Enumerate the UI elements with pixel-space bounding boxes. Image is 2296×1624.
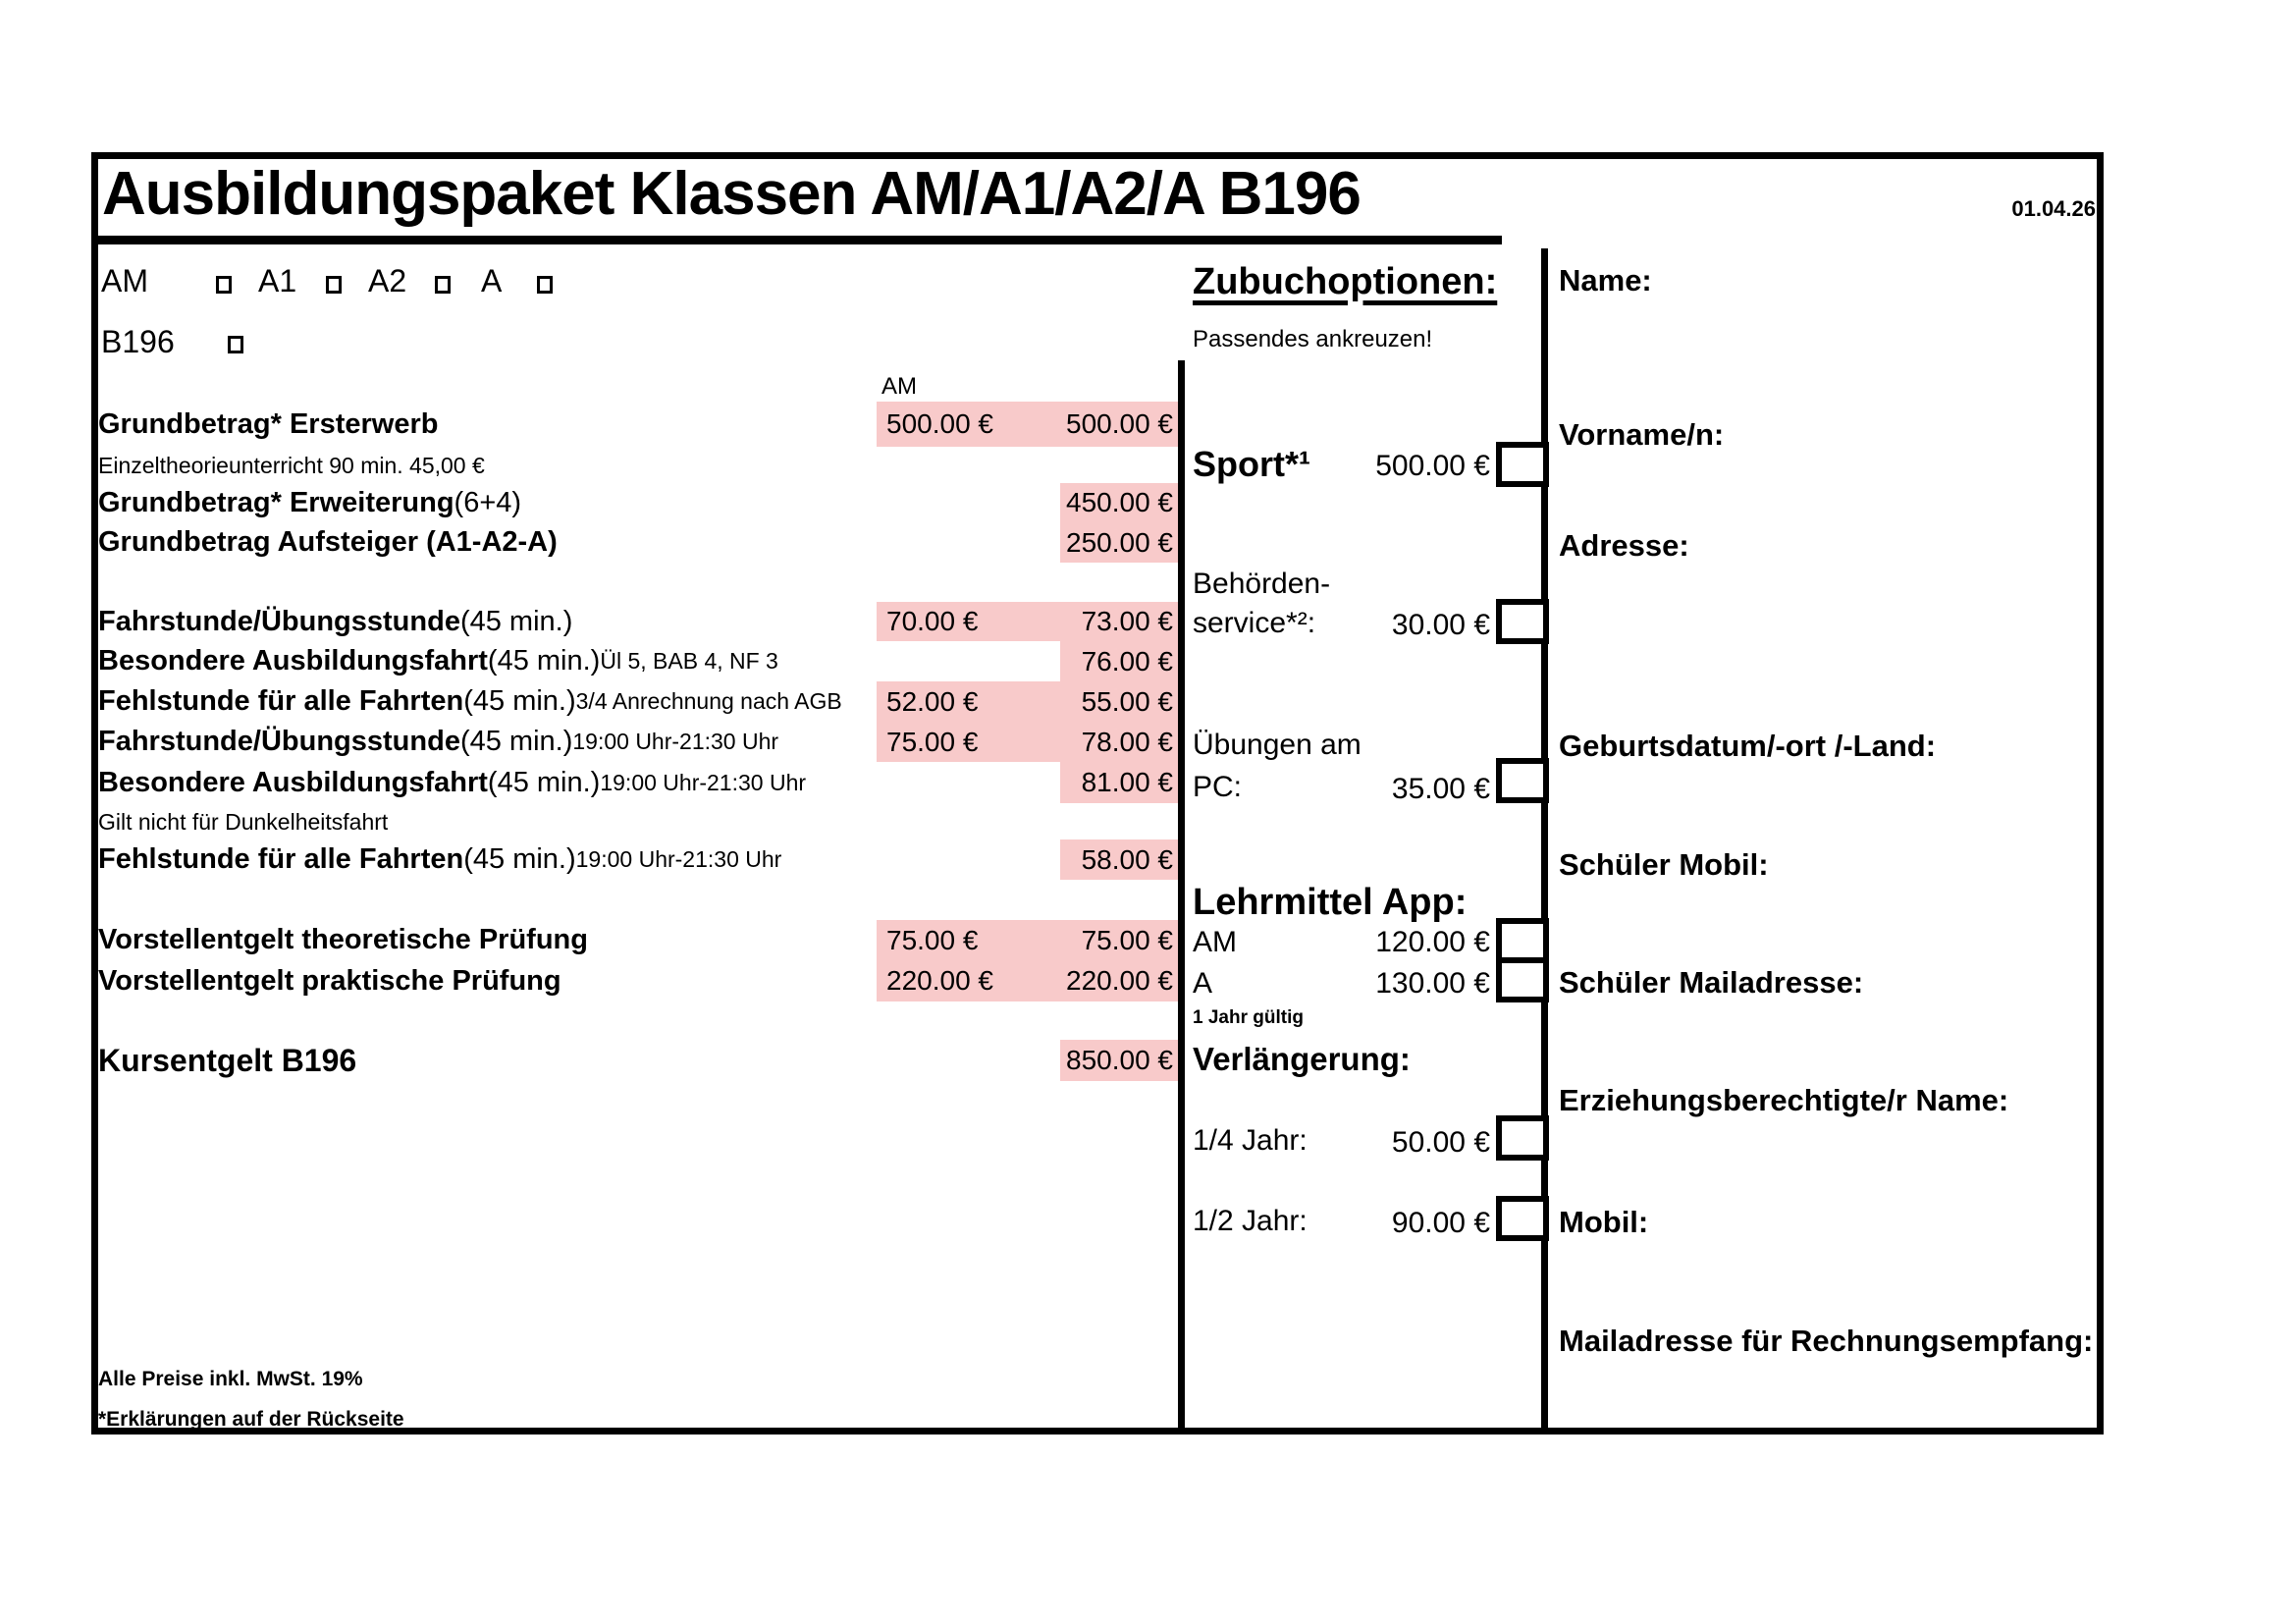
row-label: Grundbetrag* Erweiterung <box>98 486 454 518</box>
footer-vat-note: Alle Preise inkl. MwSt. 19% <box>98 1368 363 1390</box>
field-adresse: Adresse: <box>1559 528 1689 563</box>
field-schueler-mail: Schüler Mailadresse: <box>1559 965 1864 1000</box>
row-label: Vorstellentgelt theoretische Prüfung <box>98 924 588 955</box>
zubuchoptionen-title: Zubuchoptionen: <box>1193 261 1498 302</box>
class-am-label: AM <box>101 263 148 298</box>
price-cell: 52.00 € <box>877 681 1060 722</box>
sport-price: 500.00 € <box>1375 450 1490 482</box>
class-a1-checkbox[interactable] <box>326 276 342 294</box>
field-geburtsdatum: Geburtsdatum/-ort /-Land: <box>1559 729 1937 763</box>
behoerdenservice-checkbox[interactable] <box>1496 599 1549 644</box>
row-label: Fehlstunde für alle Fahrten <box>98 843 464 875</box>
row-label: Grundbetrag* Ersterwerb <box>98 407 439 440</box>
row-label: Vorstellentgelt praktische Prüfung <box>98 964 561 997</box>
column-header-am: AM <box>881 373 917 400</box>
price-cell: 75.00 € <box>877 722 1060 762</box>
row-label: Besondere Ausbildungsfahrt <box>98 766 488 798</box>
uebungen-pc-label-line1: Übungen am <box>1193 729 1362 761</box>
price-cell: 75.00 € <box>877 920 1060 960</box>
lehrmittel-a-label: A <box>1193 967 1213 1000</box>
divider-left <box>1178 360 1185 1428</box>
quarter-year-checkbox[interactable] <box>1496 1115 1549 1161</box>
field-name: Name: <box>1559 263 1652 298</box>
divider-right <box>1541 248 1548 1428</box>
price-cell: 450.00 € <box>1060 483 1181 522</box>
row-label: Fahrstunde/Übungsstunde <box>98 726 460 757</box>
note-row <box>0 807 2296 837</box>
price-row <box>0 402 2296 447</box>
price-cell: 81.00 € <box>1060 762 1181 803</box>
version-date: 01.04.26 <box>2011 196 2096 221</box>
class-a-label: A <box>481 263 503 298</box>
class-a2-checkbox[interactable] <box>435 276 451 294</box>
price-row: Fehlstunde für alle Fahrten (45 min.) 3/4 Anrechnung nach AGB 52.00 € 55.00 € <box>0 681 2296 722</box>
price-cell: 500.00 € <box>877 402 1060 447</box>
class-a1-label: A1 <box>258 263 297 298</box>
zubuchoptionen-subtitle: Passendes ankreuzen! <box>1193 326 1433 352</box>
field-schueler-mobil: Schüler Mobil: <box>1559 847 1769 882</box>
sport-checkbox[interactable] <box>1496 442 1549 487</box>
field-vorname: Vorname/n: <box>1559 417 1725 452</box>
price-cell: 850.00 € <box>1060 1040 1181 1081</box>
price-cell: 75.00 € <box>1060 920 1181 960</box>
price-row: Besondere Ausbildungsfahrt (45 min.) Ül 5, BAB 4, NF 3 76.00 € <box>0 641 2296 681</box>
half-year-label: 1/2 Jahr: <box>1193 1205 1308 1237</box>
behoerdenservice-price: 30.00 € <box>1391 609 1490 641</box>
price-cell: 76.00 € <box>1060 641 1181 681</box>
uebungen-pc-label-line2: PC: <box>1193 771 1243 803</box>
half-year-checkbox[interactable] <box>1496 1196 1549 1241</box>
note-row <box>0 450 2296 481</box>
row-label: Grundbetrag Aufsteiger (A1-A2-A) <box>98 526 558 558</box>
class-am-checkbox[interactable] <box>216 276 232 294</box>
row-label: Besondere Ausbildungsfahrt <box>98 645 488 677</box>
lehrmittel-a-price: 130.00 € <box>1375 967 1490 1000</box>
price-cell: 58.00 € <box>1060 839 1181 880</box>
row-label: Fehlstunde für alle Fahrten <box>98 685 464 717</box>
page-title: Ausbildungspaket Klassen AM/A1/A2/A B196 <box>102 160 1361 228</box>
price-row: Besondere Ausbildungsfahrt (45 min.) 19:00 Uhr-21:30 Uhr 81.00 € <box>0 762 2296 803</box>
class-b196-label: B196 <box>101 324 175 359</box>
price-row: Fahrstunde/Übungsstunde (45 min.) 19:00 Uhr-21:30 Uhr 75.00 € 78.00 € <box>0 722 2296 762</box>
lehrmittel-a-checkbox[interactable] <box>1496 957 1549 1002</box>
field-mobil: Mobil: <box>1559 1205 1649 1239</box>
verlaengerung-title: Verlängerung: <box>1193 1041 1411 1077</box>
lehrmittel-app-title: Lehrmittel App: <box>1193 882 1468 923</box>
class-b196-checkbox[interactable] <box>228 336 243 353</box>
price-cell: 55.00 € <box>1060 681 1181 722</box>
class-a-checkbox[interactable] <box>537 276 553 294</box>
half-year-price: 90.00 € <box>1391 1207 1490 1239</box>
price-cell: 70.00 € <box>877 602 1060 641</box>
footer-back-note: *Erklärungen auf der Rückseite <box>98 1408 404 1431</box>
price-row <box>0 522 2296 563</box>
row-label: Fahrstunde/Übungsstunde <box>98 605 460 637</box>
uebungen-pc-checkbox[interactable] <box>1496 758 1549 803</box>
price-row: Grundbetrag* Erweiterung (6+4) 450.00 € <box>0 483 2296 522</box>
price-cell: 500.00 € <box>1060 402 1181 447</box>
uebungen-pc-price: 35.00 € <box>1391 773 1490 805</box>
lehrmittel-validity-note: 1 Jahr gültig <box>1193 1007 1304 1028</box>
class-a2-label: A2 <box>368 263 407 298</box>
row-note: Einzeltheorieunterricht 90 min. 45,00 € <box>98 452 485 478</box>
price-row <box>0 920 2296 960</box>
behoerdenservice-label-line2: service*²: <box>1193 607 1316 639</box>
price-cell: 250.00 € <box>1060 522 1181 563</box>
price-row: Fahrstunde/Übungsstunde (45 min.) 70.00 € 73.00 € <box>0 602 2296 641</box>
row-label: Kursentgelt B196 <box>98 1042 357 1078</box>
quarter-year-label: 1/4 Jahr: <box>1193 1124 1308 1157</box>
row-note: Gilt nicht für Dunkelheitsfahrt <box>98 808 389 835</box>
price-column-header-row <box>0 373 2296 401</box>
price-cell: 220.00 € <box>877 960 1060 1001</box>
price-row <box>0 960 2296 1001</box>
price-row: Fehlstunde für alle Fahrten (45 min.) 19:00 Uhr-21:30 Uhr 58.00 € <box>0 839 2296 880</box>
field-rechnungsmail: Mailadresse für Rechnungsempfang: <box>1559 1324 2094 1358</box>
price-row <box>0 1040 2296 1081</box>
lehrmittel-am-price: 120.00 € <box>1375 926 1490 958</box>
field-erziehungsberechtigte: Erziehungsberechtigte/r Name: <box>1559 1083 2009 1117</box>
price-cell: 78.00 € <box>1060 722 1181 762</box>
price-cell: 220.00 € <box>1060 960 1181 1001</box>
title-underline <box>98 236 1502 244</box>
quarter-year-price: 50.00 € <box>1391 1126 1490 1159</box>
sport-label: Sport*¹ <box>1193 444 1310 484</box>
lehrmittel-am-label: AM <box>1193 926 1237 958</box>
behoerdenservice-label-line1: Behörden- <box>1193 568 1331 600</box>
price-cell: 73.00 € <box>1060 602 1181 641</box>
